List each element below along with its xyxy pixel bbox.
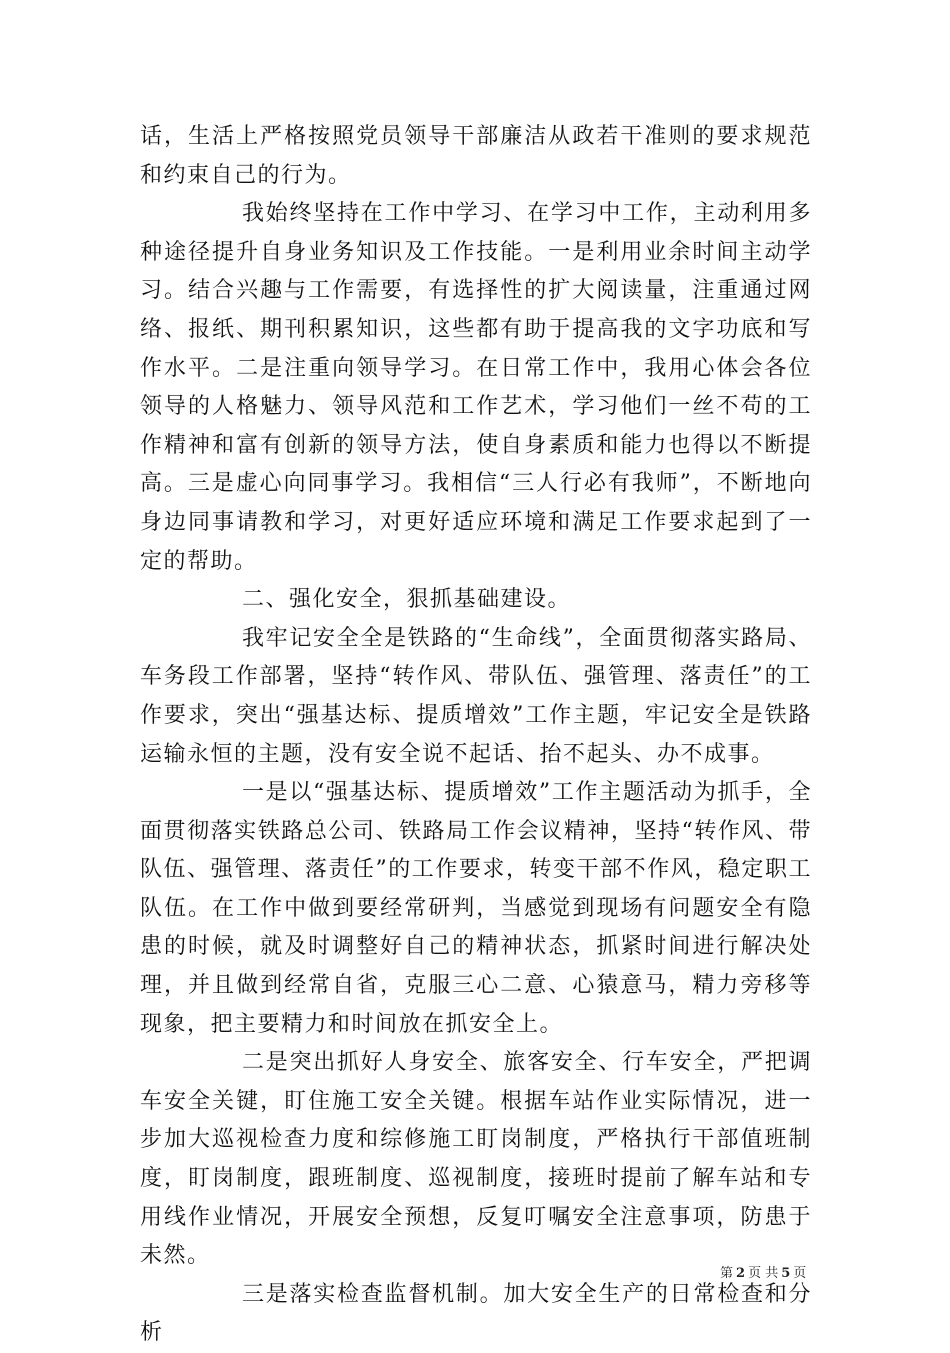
body-text bbox=[140, 118, 812, 1353]
paragraph-7: 三是落实检查监督机制。加大安全生产的日常检查和分析 bbox=[140, 1281, 812, 1346]
footer-prefix: 第 bbox=[720, 1266, 734, 1281]
paragraph-2: 我始终坚持在工作中学习、在学习中工作，主动利用多种途径提升自身业务知识及工作技能。一是利用业余时间主动学习。结合兴趣与工作需要，有选择性的扩大阅读量，注重通过网络、报纸、期刊积累知识，这些都有助于提高我的文字功底和写作水平。二是注重向领导学习。在日常工作中，我用心体会各位领导的人格魅力、领导风范和工作艺术，学习他们一丝不苟的工作精神和富有创新的领导方法，使自身素质和能力也得以不断提高。三是虚心向同事学习。我相信“三人行必有我师”，不断地向身边同事请教和学习，对更好适应环境和满足工作要求起到了一定的帮助。 bbox=[140, 201, 812, 574]
footer-middle: 页 共 bbox=[748, 1266, 779, 1281]
paragraph-5: 一是以“强基达标、提质增效”工作主题活动为抓手，全面贯彻落实铁路总公司、铁路局工作会议精神，坚持“转作风、带队伍、强管理、落责任”的工作要求，转变干部不作风，稳定职工队伍。在工作中做到要经常研判，当感觉到现场有问题安全有隐患的时候，就及时调整好自己的精神状态，抓紧时间进行解决处理，并且做到经常自省，克服三心二意、心猿意马，精力旁移等现象，把主要精力和时间放在抓安全上。 bbox=[140, 780, 812, 1037]
paragraph-1: 话，生活上严格按照党员领导干部廉洁从政若干准则的要求规范和约束自己的行为。 bbox=[140, 124, 812, 188]
paragraph-4: 我牢记安全全是铁路的“生命线”，全面贯彻落实路局、车务段工作部署，坚持“转作风、带队伍、强管理、落责任”的工作要求，突出“强基达标、提质增效”工作主题，牢记安全是铁路运输永恒的主题，没有安全说不起话、抬不起头、办不成事。 bbox=[140, 625, 812, 767]
footer-current-page: 2 bbox=[736, 1266, 746, 1281]
page-number-footer bbox=[720, 1262, 806, 1281]
section-heading-2: 二、强化安全，狠抓基础建设。 bbox=[242, 587, 572, 613]
footer-total-pages: 5 bbox=[781, 1266, 791, 1281]
footer-suffix: 页 bbox=[793, 1266, 807, 1281]
paragraph-6: 二是突出抓好人身安全、旅客安全、行车安全，严把调车安全关键，盯住施工安全关键。根据车站作业实际情况，进一步加大巡视检查力度和综修施工盯岗制度，严格执行干部值班制度，盯岗制度，跟班制度、巡视制度，接班时提前了解车站和专用线作业情况，开展安全预想，反复叮嘱安全注意事项，防患于未然。 bbox=[140, 1050, 812, 1269]
